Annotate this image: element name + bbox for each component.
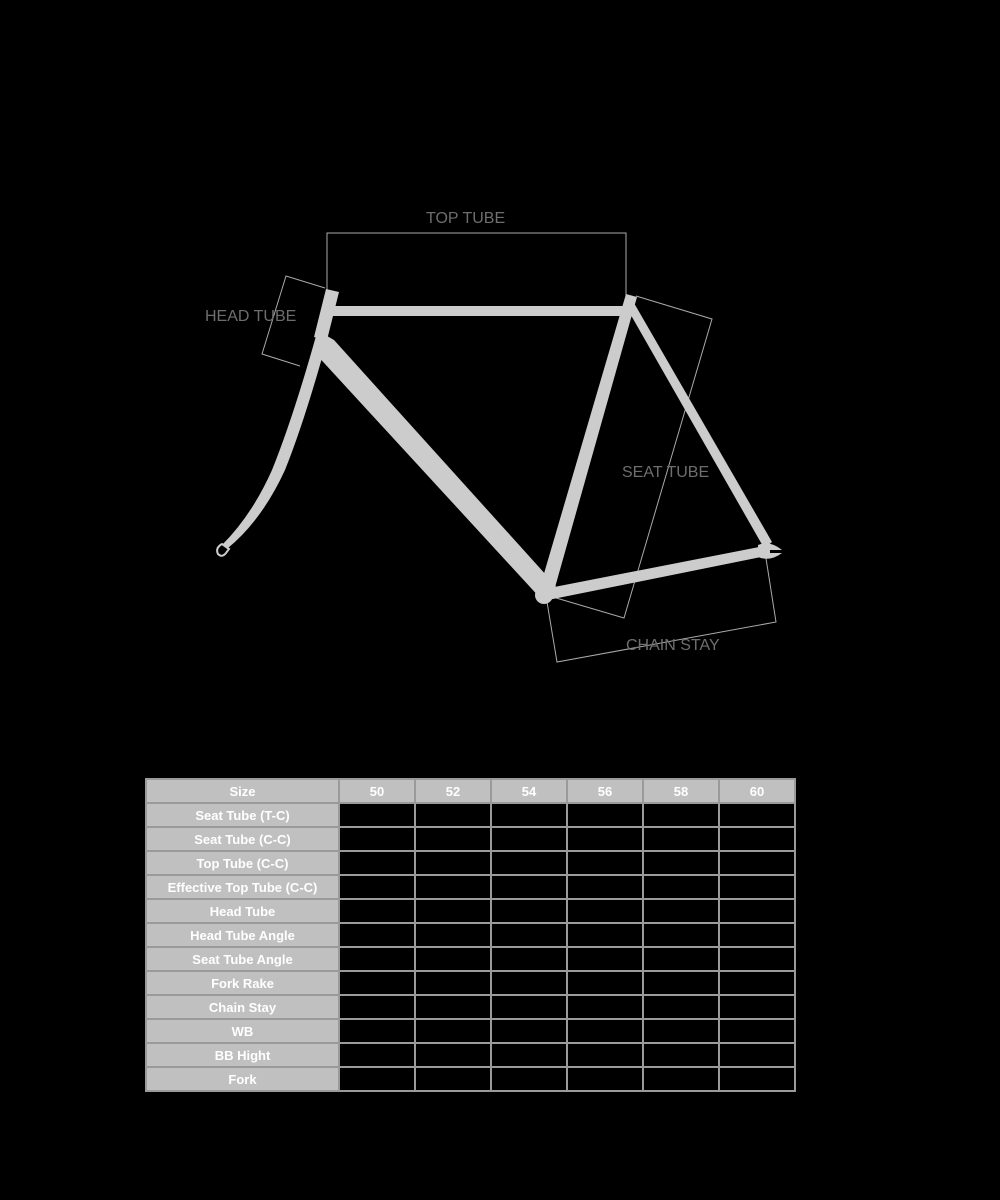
row-label: Fork Rake	[146, 971, 339, 995]
value-cell	[339, 1043, 415, 1067]
value-cell	[567, 1019, 643, 1043]
value-cell	[339, 1067, 415, 1091]
value-cell	[491, 1043, 567, 1067]
value-cell	[491, 1067, 567, 1091]
value-cell	[491, 947, 567, 971]
value-cell	[719, 923, 795, 947]
value-cell	[567, 827, 643, 851]
table-row	[146, 827, 795, 851]
value-cell	[339, 875, 415, 899]
seat-tube	[538, 294, 637, 598]
value-cell	[491, 899, 567, 923]
table-row	[146, 947, 795, 971]
size-header: Size	[146, 779, 339, 803]
seat-tube-label: SEAT TUBE	[622, 464, 710, 481]
head-tube-label: HEAD TUBE	[205, 308, 297, 325]
value-cell	[339, 923, 415, 947]
value-cell	[339, 1019, 415, 1043]
value-cell	[415, 995, 491, 1019]
table-header-row	[146, 779, 795, 803]
value-cell	[643, 947, 719, 971]
value-cell	[567, 899, 643, 923]
value-cell	[567, 1043, 643, 1067]
value-cell	[643, 851, 719, 875]
top-tube	[330, 306, 628, 316]
value-cell	[415, 971, 491, 995]
value-cell	[643, 803, 719, 827]
value-cell	[339, 851, 415, 875]
table-row	[146, 995, 795, 1019]
value-cell	[415, 875, 491, 899]
size-column-header: 52	[415, 779, 491, 803]
value-cell	[491, 827, 567, 851]
value-cell	[491, 875, 567, 899]
table-row	[146, 1067, 795, 1091]
value-cell	[567, 923, 643, 947]
row-label: Head Tube	[146, 899, 339, 923]
bottom-bracket	[535, 586, 553, 604]
table-row	[146, 851, 795, 875]
row-label: Top Tube (C-C)	[146, 851, 339, 875]
row-label: BB Hight	[146, 1043, 339, 1067]
value-cell	[415, 827, 491, 851]
down-tube	[314, 333, 556, 600]
value-cell	[567, 1067, 643, 1091]
value-cell	[643, 827, 719, 851]
value-cell	[643, 995, 719, 1019]
value-cell	[643, 923, 719, 947]
value-cell	[719, 851, 795, 875]
value-cell	[719, 875, 795, 899]
top-tube-label: TOP TUBE	[426, 210, 506, 227]
table-row	[146, 923, 795, 947]
seat-stay	[628, 303, 772, 548]
value-cell	[719, 1043, 795, 1067]
row-label: Seat Tube (C-C)	[146, 827, 339, 851]
top-tube-dimension	[327, 233, 626, 305]
value-cell	[491, 923, 567, 947]
size-column-header: 60	[719, 779, 795, 803]
table-row	[146, 803, 795, 827]
value-cell	[567, 971, 643, 995]
value-cell	[643, 1067, 719, 1091]
table-row	[146, 875, 795, 899]
value-cell	[415, 1067, 491, 1091]
value-cell	[567, 803, 643, 827]
value-cell	[567, 851, 643, 875]
row-label: Effective Top Tube (C-C)	[146, 875, 339, 899]
value-cell	[491, 995, 567, 1019]
value-cell	[415, 923, 491, 947]
value-cell	[719, 947, 795, 971]
size-column-header: 54	[491, 779, 567, 803]
value-cell	[719, 1067, 795, 1091]
row-label: Head Tube Angle	[146, 923, 339, 947]
value-cell	[415, 851, 491, 875]
value-cell	[719, 803, 795, 827]
table-row	[146, 971, 795, 995]
table-row	[146, 1019, 795, 1043]
frame	[217, 289, 782, 604]
value-cell	[415, 803, 491, 827]
value-cell	[719, 1019, 795, 1043]
value-cell	[339, 827, 415, 851]
row-label: Seat Tube Angle	[146, 947, 339, 971]
value-cell	[491, 971, 567, 995]
value-cell	[567, 947, 643, 971]
value-cell	[339, 947, 415, 971]
value-cell	[339, 899, 415, 923]
value-cell	[491, 803, 567, 827]
value-cell	[415, 899, 491, 923]
value-cell	[415, 1019, 491, 1043]
value-cell	[719, 827, 795, 851]
value-cell	[643, 899, 719, 923]
geometry-table	[145, 778, 796, 1092]
size-column-header: 58	[643, 779, 719, 803]
value-cell	[415, 947, 491, 971]
value-cell	[491, 851, 567, 875]
value-cell	[567, 875, 643, 899]
chain-stay	[544, 546, 766, 600]
value-cell	[643, 1043, 719, 1067]
chain-stay-label: CHAIN STAY	[626, 637, 720, 654]
row-label: Fork	[146, 1067, 339, 1091]
fork	[222, 336, 327, 548]
size-column-header: 56	[567, 779, 643, 803]
value-cell	[491, 1019, 567, 1043]
size-column-header: 50	[339, 779, 415, 803]
rear-dropout	[758, 543, 782, 558]
value-cell	[339, 971, 415, 995]
row-label: Seat Tube (T-C)	[146, 803, 339, 827]
table-row	[146, 1043, 795, 1067]
value-cell	[719, 995, 795, 1019]
value-cell	[719, 971, 795, 995]
value-cell	[643, 875, 719, 899]
dimension-lines	[262, 233, 776, 662]
value-cell	[719, 899, 795, 923]
table-row	[146, 899, 795, 923]
value-cell	[339, 803, 415, 827]
value-cell	[567, 995, 643, 1019]
value-cell	[415, 1043, 491, 1067]
row-label: Chain Stay	[146, 995, 339, 1019]
row-label: WB	[146, 1019, 339, 1043]
value-cell	[339, 995, 415, 1019]
value-cell	[643, 971, 719, 995]
value-cell	[643, 1019, 719, 1043]
